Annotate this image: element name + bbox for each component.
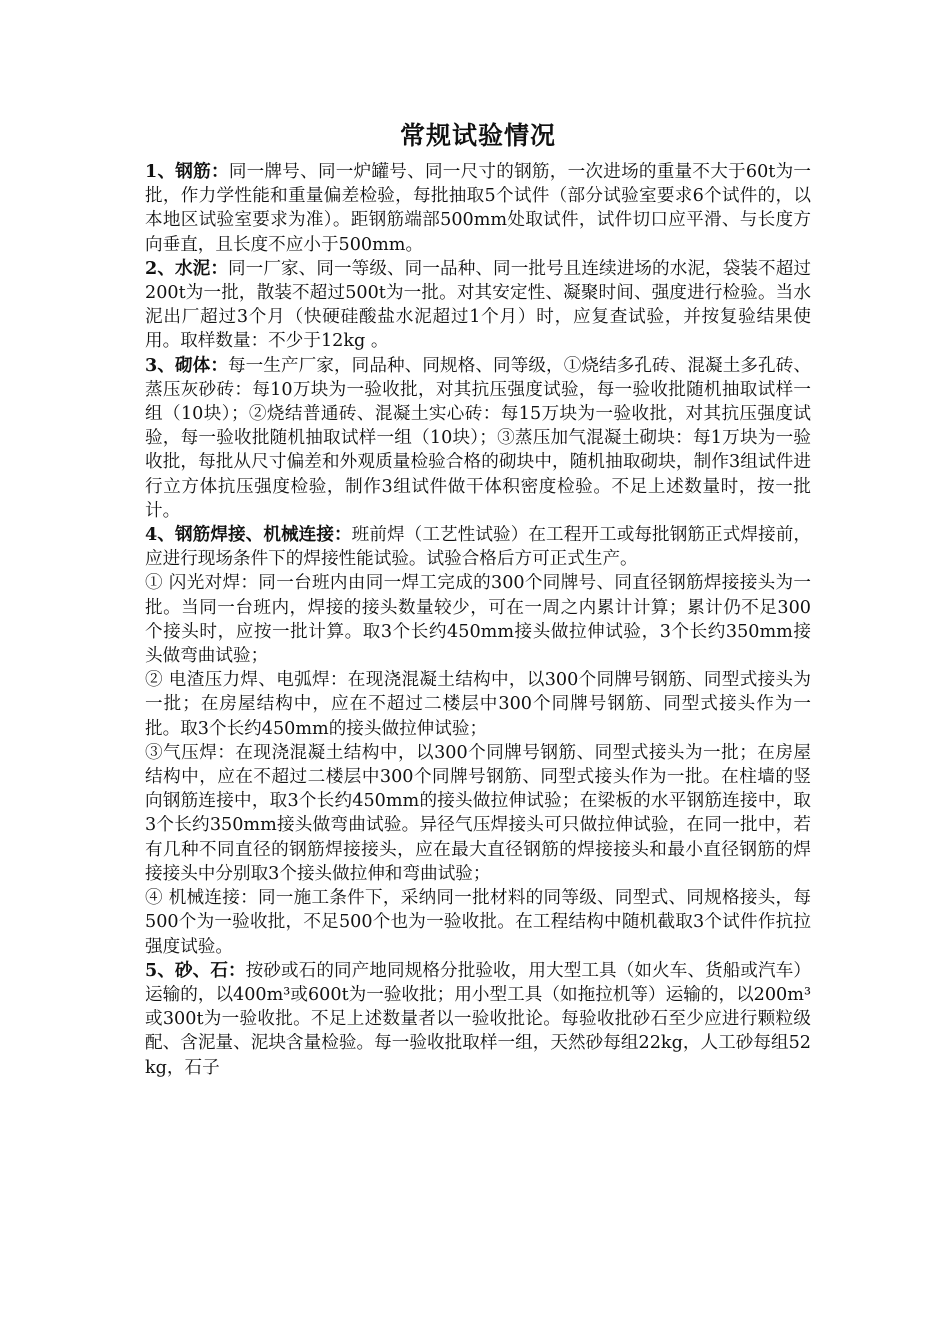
section-sand-stone	[145, 959, 811, 1080]
section-mechanical-connection	[145, 886, 811, 959]
section-text: 每一生产厂家，同品种、同规格、同等级，①烧结多孔砖、混凝土多孔砖、蒸压灰砂砖：每10万块为一验收批，对其抗压强度试验，每一验收批随机抽取试样一组（10块）；②烧结普通砖、混凝土实心砖：每15万块为一验收批，对其抗压强度试验，每一验收批随机抽取试样一组（10块）；③蒸压加气混凝土砌块：每1万块为一验收批，每批从尺寸偏差和外观质量检验合格的砌块中，随机抽取砌块，制作3组试件进行立方体抗压强度检验，制作3组试件做干体积密度检验。不足上述数量时，按一批计。	[145, 355, 811, 521]
section-lead: 2、水泥：	[145, 257, 228, 279]
section-lead: 3、砌体：	[145, 354, 228, 376]
section-text: ③气压焊：在现浇混凝土结构中，以300个同牌号钢筋、同型式接头为一批；在房屋结构中，应在不超过二楼层中300个同牌号钢筋、同型式接头作为一批。在柱墙的竖向钢筋连接中，取3个长约450mm的接头做拉伸试验；在梁板的水平钢筋连接中，取3个长约350mm接头做弯曲试验。异径气压焊接头可只做拉伸试验，在同一批中，若有几种不同直径的钢筋焊接接头，应在最大直径钢筋的焊接接头和最小直径钢筋的焊接接头中分别取3个接头做拉伸和弯曲试验；	[145, 742, 811, 884]
section-text: 同一牌号、同一炉罐号、同一尺寸的钢筋，一次进场的重量不大于60t为一批，作力学性能和重量偏差检验，每批抽取5个试件（部分试验室要求6个试件的，以本地区试验室要求为准）。距钢筋端部500mm处取试件，试件切口应平滑、与长度方向垂直，且长度不应小于500mm。	[145, 162, 811, 255]
section-text: 班前焊（工艺性试验）在工程开工或每批钢筋正式焊接前，应进行现场条件下的焊接性能试验。试验合格后方可正式生产。	[145, 525, 811, 570]
section-electroslag-welding	[145, 668, 811, 741]
section-masonry	[145, 354, 811, 523]
section-cement	[145, 257, 811, 354]
section-text: 同一厂家、同一等级、同一品种、同一批号且连续进场的水泥，袋装不超过200t为一批，散装不超过500t为一批。对其安定性、凝聚时间、强度进行检验。当水泥出厂超过3个月（快硬硅酸盐水泥超过1个月）时，应复查试验，并按复验结果使用。取样数量：不少于12kg 。	[145, 258, 811, 352]
section-text: 按砂或石的同产地同规格分批验收，用大型工具（如火车、货船或汽车）运输的，以400m³或600t为一验收批；用小型工具（如拖拉机等）运输的，以200m³或300t为一验收批。不足上述数量者以一验收批论。每验收批砂石至少应进行颗粒级配、含泥量、泥块含量检验。每一验收批取样一组，天然砂每组22kg，人工砂每组52kg，石子	[145, 960, 811, 1078]
document-page	[145, 118, 811, 1080]
section-lead: 1、钢筋：	[145, 161, 229, 182]
document-title: 常规试验情况	[399, 121, 556, 150]
section-text: ④ 机械连接：同一施工条件下，采纳同一批材料的同等级、同型式、同规格接头，每500个为一验收批，不足500个也为一验收批。在工程结构中随机截取3个试件作抗拉强度试验。	[145, 888, 811, 957]
section-text: ① 闪光对焊：同一台班内由同一焊工完成的300个同牌号、同直径钢筋焊接接头为一批。当同一台班内，焊接的接头数量较少，可在一周之内累计计算；累计仍不足300个接头时，应按一批计算。取3个长约450mm接头做拉伸试验，3个长约350mm接头做弯曲试验；	[145, 573, 811, 667]
section-welding	[145, 523, 811, 571]
section-flash-butt-welding	[145, 571, 811, 668]
section-lead: 4、钢筋焊接、机械连接：	[145, 524, 352, 546]
section-steel	[145, 160, 811, 257]
section-lead: 5、砂、石：	[145, 959, 246, 981]
section-text: ② 电渣压力焊、电弧焊：在现浇混凝土结构中，以300个同牌号钢筋、同型式接头为一批；在房屋结构中，应在不超过二楼层中300个同牌号钢筋、同型式接头作为一批。取3个长约450mm的接头做拉伸试验；	[145, 670, 811, 739]
section-gas-pressure-welding	[145, 741, 811, 886]
